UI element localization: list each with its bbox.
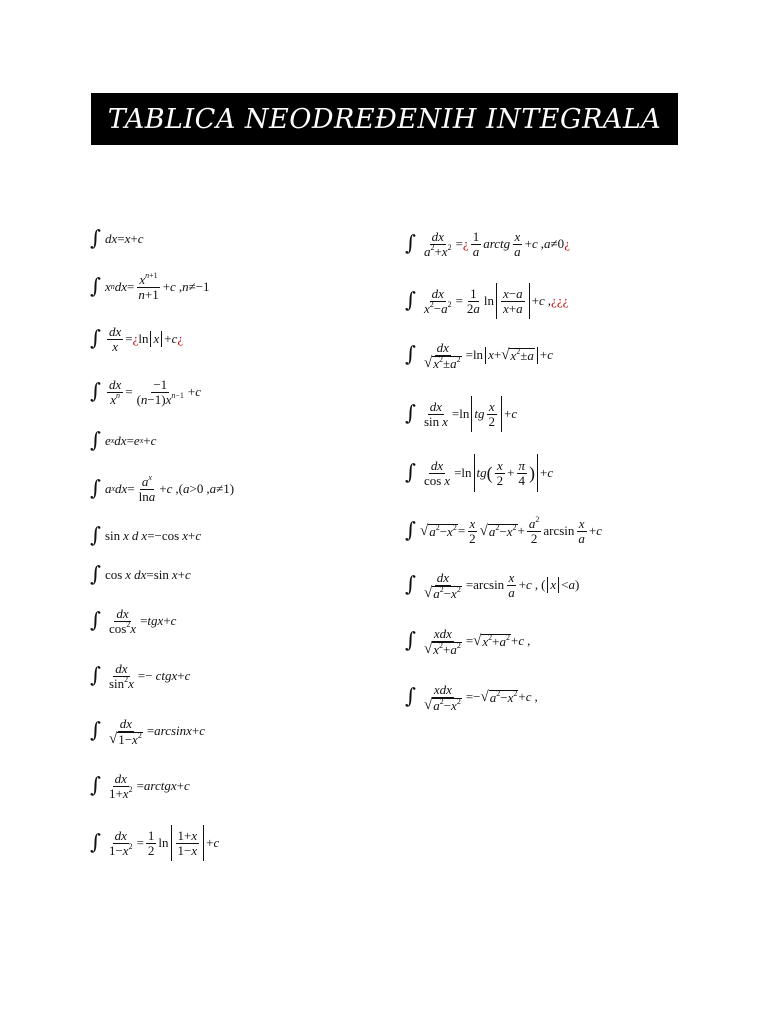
title-banner bbox=[91, 93, 678, 145]
page-title: TABLICA NEODREĐENIH INTEGRALA bbox=[107, 103, 662, 135]
